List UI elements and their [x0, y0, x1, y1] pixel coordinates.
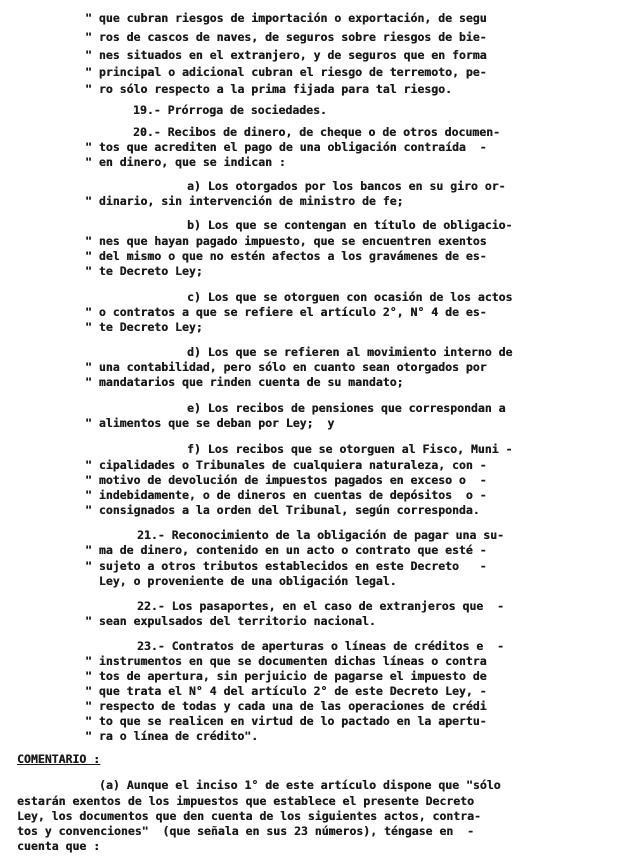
- text-line: " ma de dinero, contenido en un acto o contrato que esté -: [85, 543, 487, 557]
- text-line: " motivo de devolución de impuestos pagados en exceso o -: [85, 473, 487, 487]
- text-line: " tos que acrediten el pago de una obligación contraída -: [85, 140, 487, 154]
- text-line: " consignados a la orden del Tribunal, según corresponda.: [85, 503, 480, 517]
- text-line: Ley, o proveniente de una obligación legal.: [85, 574, 397, 588]
- text-line: " mandatarios que rinden cuenta de su mandato;: [85, 375, 404, 389]
- text-line: " respecto de todas y cada una de las operaciones de crédi: [85, 699, 487, 713]
- text-line: " ra o línea de crédito".: [85, 729, 259, 743]
- text-line: " que cubran riesgos de importación o exportación, de segu: [85, 11, 487, 25]
- text-line: " ro sólo respecto a la prima fijada para tal riesgo.: [85, 82, 452, 96]
- item-21: 21.- Reconocimiento de la obligación de pagar una su-: [137, 528, 504, 542]
- subitem-e: e) Los recibos de pensiones que correspondan a: [187, 401, 506, 415]
- text-line: Ley, los documentos que den cuenta de los siguientes actos, contra-: [17, 809, 481, 823]
- item-20: 20.- Recibos de dinero, de cheque o de otros documen-: [133, 125, 500, 139]
- text-line: " una contabilidad, pero sólo en cuanto sean otorgados por: [85, 360, 487, 374]
- text-line: " nes que hayan pagado impuesto, que se encuentren exentos: [85, 234, 487, 248]
- text-line: " en dinero, que se indican :: [85, 155, 286, 169]
- text-line: " que trata el N° 4 del artículo 2° de este Decreto Ley, -: [85, 684, 487, 698]
- text-line: " sean expulsados del territorio nacional.: [85, 614, 376, 628]
- text-line: " indebidamente, o de dineros en cuentas de depósitos o -: [85, 488, 487, 502]
- subitem-c: c) Los que se otorguen con ocasión de los actos: [187, 290, 513, 304]
- text-line: " nes situados en el extranjero, y de seguros que en forma: [85, 48, 487, 62]
- text-line: " instrumentos en que se documenten dichas líneas o contra: [85, 654, 487, 668]
- text-line: " del mismo o que no estén afectos a los gravámenes de es-: [85, 249, 487, 263]
- text-line: " te Decreto Ley;: [85, 264, 203, 278]
- subitem-b: b) Los que se contengan en título de obligacio-: [187, 218, 513, 232]
- text-line: tos y convenciones" (que señala en sus 23 números), téngase en -: [17, 824, 474, 838]
- text-line: " alimentos que se deban por Ley; y: [85, 416, 335, 430]
- text-line: " ros de cascos de naves, de seguros sobre riesgos de bie-: [85, 30, 487, 44]
- subitem-a: a) Los otorgados por los bancos en su giro or-: [187, 179, 506, 193]
- text-line: cuenta que :: [17, 839, 101, 853]
- text-line: " sujeto a otros tributos establecidos en este Decreto -: [85, 559, 487, 573]
- comment-paragraph: (a) Aunque el inciso 1° de este artículo dispone que "sólo: [99, 778, 501, 792]
- text-line: " to que se realicen en virtud de lo pactado en la apertu-: [85, 714, 487, 728]
- subitem-f: f) Los recibos que se otorguen al Fisco, Muni -: [187, 442, 513, 456]
- text-line: estarán exentos de los impuestos que establece el presente Decreto: [17, 794, 474, 808]
- text-line: " te Decreto Ley;: [85, 320, 203, 334]
- item-23: 23.- Contratos de aperturas o líneas de créditos e -: [137, 639, 504, 653]
- comment-heading: COMENTARIO :: [17, 752, 101, 766]
- text-line: " cipalidades o Tribunales de cualquiera naturaleza, con -: [85, 458, 487, 472]
- text-line: " principal o adicional cubran el riesgo de terremoto, pe-: [85, 65, 487, 79]
- subitem-d: d) Los que se refieren al movimiento interno de: [187, 345, 513, 359]
- item-22: 22.- Los pasaportes, en el caso de extranjeros que -: [137, 599, 504, 613]
- text-line: " dinario, sin intervención de ministro de fe;: [85, 194, 404, 208]
- text-line: " o contratos a que se refiere el artículo 2°, N° 4 de es-: [85, 305, 487, 319]
- item-19: 19.- Prórroga de sociedades.: [133, 103, 327, 117]
- text-line: " tos de apertura, sin perjuicio de pagarse el impuesto de: [85, 669, 487, 683]
